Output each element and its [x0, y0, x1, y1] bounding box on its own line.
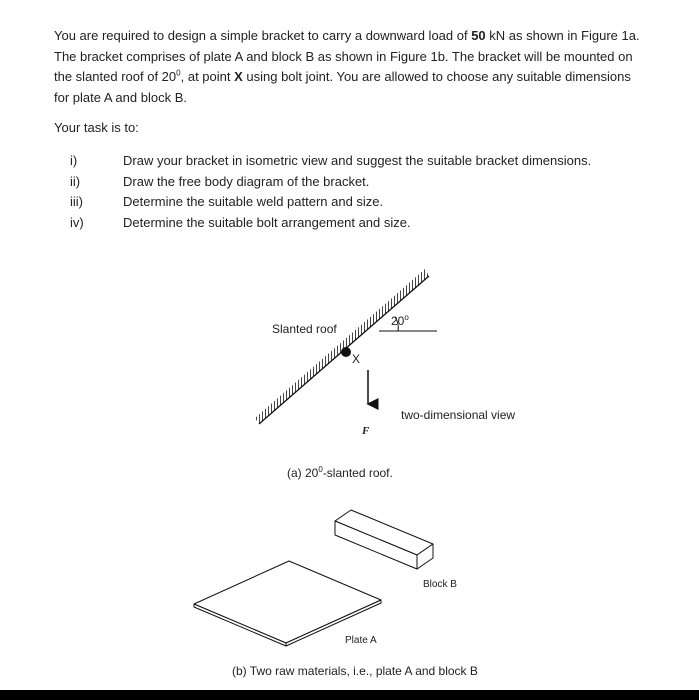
figure-a	[255, 269, 515, 480]
plate-a-drawing	[194, 561, 381, 646]
block-b-label: Block B	[423, 579, 457, 590]
task-text: Determine the suitable bolt arrangement and size.	[123, 214, 411, 230]
plate-a-label: Plate A	[345, 635, 377, 646]
roof-label: Slanted roof	[272, 322, 337, 336]
block-b-drawing	[335, 510, 433, 569]
bottom-edge-bar	[0, 690, 699, 700]
angle-label: 20$^o$	[391, 313, 409, 328]
load-value: 50	[471, 28, 486, 43]
roof-hatching	[255, 269, 429, 424]
task-text: Draw the free body diagram of the bracket.	[123, 173, 370, 189]
task-number: i)	[70, 153, 78, 168]
force-label: F	[362, 425, 370, 437]
point-label: X	[352, 352, 361, 366]
view-label: two-dimensional view	[401, 408, 516, 422]
figure-b-caption: (b) Two raw materials, i.e., plate A and block B	[232, 664, 478, 678]
task-number: iv)	[70, 214, 84, 230]
figure-a-caption: (a) $20^0$-slanted roof.	[287, 465, 393, 480]
mount-point-marker	[341, 347, 351, 357]
problem-statement: You are required to design a simple bracket to carry a downward load of 50 kN as shown in Figure 1a. The bracket comprises of plate A and block B as shown in Figure 1b. The bracket will be mounted on the slanted roof of $20^0$, at point X using bolt joint. You are allowed to choose any suitable dimensions for plate A and block B.	[54, 28, 640, 105]
task-text: Determine the suitable weld pattern and size.	[123, 194, 384, 209]
mount-point: X	[234, 69, 243, 84]
task-intro: Your task is to:	[54, 120, 139, 135]
task-number: ii)	[70, 173, 81, 189]
task-number: iii)	[70, 194, 83, 209]
task-text: Draw your bracket in isometric view and suggest the suitable bracket dimensions.	[123, 153, 592, 168]
figure-b	[194, 510, 478, 678]
